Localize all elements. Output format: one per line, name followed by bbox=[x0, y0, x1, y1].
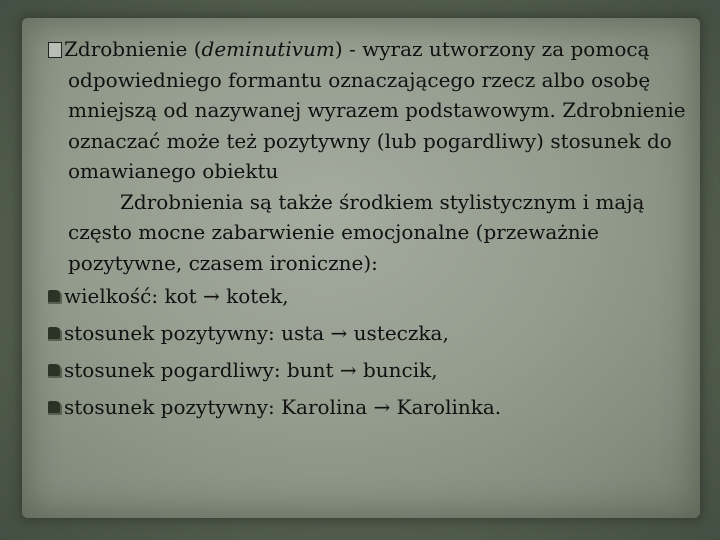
list-item bbox=[48, 278, 688, 315]
bullet-icon bbox=[48, 401, 62, 415]
definition-paragraph bbox=[48, 34, 688, 187]
list-item-text: stosunek pozytywny: usta → usteczka, bbox=[64, 321, 449, 345]
list-item-text: stosunek pogardliwy: bunt → buncik, bbox=[64, 358, 438, 382]
examples-list bbox=[48, 278, 688, 426]
definition-text: ) - wyraz utworzony za pomocą odpowiedniego formantu oznaczającego rzecz albo osobę mniejszą od nazywanej wyrazem podstawowym. Zdrobnienie oznaczać może też pozytywny (lub pogardliwy) stosunek do omawianego obiektu bbox=[68, 37, 686, 183]
latin-term: deminutivum bbox=[201, 37, 335, 61]
list-item bbox=[48, 352, 688, 389]
list-item bbox=[48, 389, 688, 426]
list-item bbox=[48, 315, 688, 352]
bullet-icon bbox=[48, 327, 62, 341]
stylistic-paragraph: Zdrobnienia są także środkiem stylistycznym i mają często mocne zabarwienie emocjonalne (przeważnie pozytywne, czasem ironiczne): bbox=[68, 189, 645, 275]
bullet-icon bbox=[48, 290, 62, 304]
list-item-text: stosunek pozytywny: Karolina → Karolinka. bbox=[64, 395, 502, 419]
term-zdrobnienie: Zdrobnienie bbox=[64, 37, 188, 61]
bullet-icon bbox=[48, 364, 62, 378]
definition-open: ( bbox=[187, 37, 202, 61]
missing-glyph-icon bbox=[48, 42, 62, 58]
slide-content bbox=[48, 34, 688, 426]
list-item-text: wielkość: kot → kotek, bbox=[64, 284, 289, 308]
